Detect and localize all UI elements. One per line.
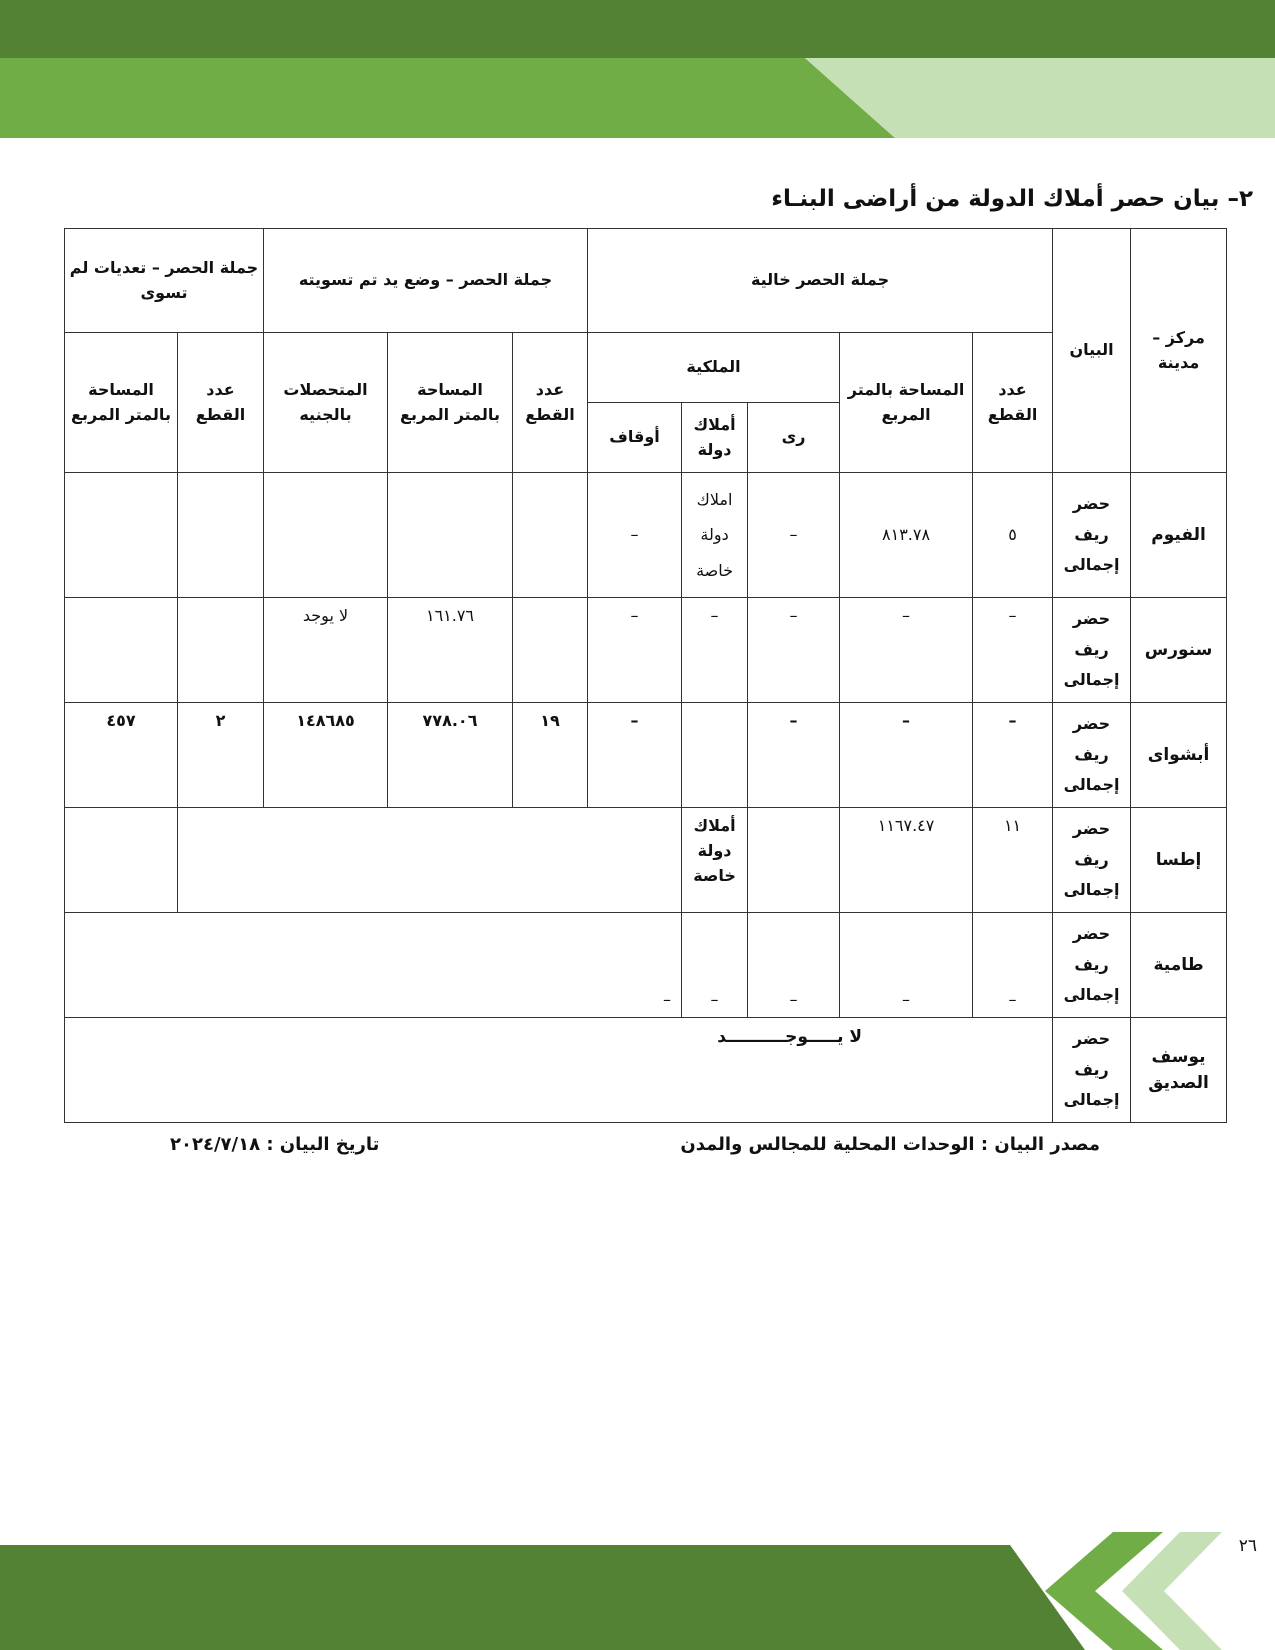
table-row <box>65 598 1227 703</box>
merged-empty-cell <box>178 808 682 913</box>
header-group-vacant: جملة الحصر خالية <box>588 229 1053 333</box>
count-cell: – <box>973 703 1053 808</box>
header-own-awqaf: أوقاف <box>588 403 682 473</box>
header-ownership: الملكية <box>588 333 840 403</box>
unsettled-count-cell <box>178 598 264 703</box>
bayan-cell <box>1053 703 1131 808</box>
bayan-urban: حضر <box>1072 494 1111 514</box>
bayan-total: إجمالى <box>1063 1090 1120 1110</box>
state-line: املاك <box>696 490 733 510</box>
bayan-urban: حضر <box>1072 819 1111 839</box>
bayan-rural: ريف <box>1074 744 1109 764</box>
settled-count-cell <box>513 598 588 703</box>
bayan-rural: ريف <box>1074 639 1109 659</box>
settled-count-cell <box>513 473 588 598</box>
bayan-urban: حضر <box>1072 714 1111 734</box>
area-cell: – <box>840 598 973 703</box>
bayan-total: إجمالى <box>1063 985 1120 1005</box>
none-available-cell: لا يـــــوجــــــــــد <box>65 1018 1053 1123</box>
data-date: تاريخ البيان : ٢٠٢٤/٧/١٨ <box>170 1134 380 1155</box>
state-property-table <box>64 228 1227 1123</box>
header-group-unsettled: جملة الحصر – تعديات لم تسوى <box>65 229 264 333</box>
state-cell: أملاك دولة خاصة <box>682 808 748 913</box>
count-cell: ٥ <box>973 473 1053 598</box>
bayan-urban: حضر <box>1072 924 1111 944</box>
table-row <box>65 1018 1227 1123</box>
unsettled-area-cell <box>65 598 178 703</box>
city-name: طامية <box>1131 913 1227 1018</box>
unsettled-area-cell <box>65 473 178 598</box>
header-count-pieces-settled: عدد القطع <box>513 333 588 473</box>
header-area-sqm-unsettled: المساحة بالمتر المربع <box>65 333 178 473</box>
header-group-settled: جملة الحصر – وضع يد تم تسويته <box>264 229 588 333</box>
header-area-sqm-settled: المساحة بالمتر المربع <box>388 333 513 473</box>
area-cell: ١١٦٧.٤٧ <box>840 808 973 913</box>
table-row <box>65 808 1227 913</box>
header-own-irrigation: رى <box>748 403 840 473</box>
bayan-rural: ريف <box>1074 849 1109 869</box>
irrigation-cell: – <box>748 703 840 808</box>
settled-count-cell: ١٩ <box>513 703 588 808</box>
page-number: ٢٦ <box>1238 1536 1257 1556</box>
bayan-rural: ريف <box>1074 524 1109 544</box>
bayan-total: إجمالى <box>1063 555 1120 575</box>
settled-collections-cell: ١٤٨٦٨٥ <box>264 703 388 808</box>
bayan-cell <box>1053 598 1131 703</box>
header-own-state: أملاك دولة <box>682 403 748 473</box>
count-cell: ١١ <box>973 808 1053 913</box>
state-line: دولة <box>700 525 729 545</box>
unsettled-count-cell: ٢ <box>178 703 264 808</box>
header-bayan: البيان <box>1053 229 1131 473</box>
chevron-left-icon <box>1122 1532 1222 1650</box>
unsettled-area-cell: ٤٥٧ <box>65 703 178 808</box>
area-cell: – <box>840 703 973 808</box>
unsettled-area-cell <box>65 808 178 913</box>
bayan-cell <box>1053 913 1131 1018</box>
bayan-urban: حضر <box>1072 609 1111 629</box>
area-cell: – <box>840 913 973 1018</box>
irrigation-cell: – <box>748 598 840 703</box>
awqaf-cell: – <box>588 473 682 598</box>
bayan-rural: ريف <box>1074 1059 1109 1079</box>
bayan-total: إجمالى <box>1063 880 1120 900</box>
irrigation-cell: – <box>748 473 840 598</box>
state-cell <box>682 473 748 598</box>
settled-area-cell: ٧٧٨.٠٦ <box>388 703 513 808</box>
bayan-total: إجمالى <box>1063 775 1120 795</box>
header-band-dark <box>0 0 1275 58</box>
awqaf-cell: – <box>65 913 682 1018</box>
city-name: سنورس <box>1131 598 1227 703</box>
bayan-cell <box>1053 808 1131 913</box>
state-cell: – <box>682 598 748 703</box>
awqaf-cell: – <box>588 703 682 808</box>
state-cell <box>682 703 748 808</box>
city-name: إطسا <box>1131 808 1227 913</box>
unsettled-count-cell <box>178 473 264 598</box>
awqaf-cell: – <box>588 598 682 703</box>
bayan-cell <box>1053 1018 1131 1123</box>
bayan-total: إجمالى <box>1063 670 1120 690</box>
city-name: أبشواى <box>1131 703 1227 808</box>
table-row <box>65 473 1227 598</box>
section-title: ٢– بيان حصر أملاك الدولة من أراضى البنـاء <box>771 186 1253 212</box>
state-line: خاصة <box>696 560 734 580</box>
settled-area-cell <box>388 473 513 598</box>
bayan-rural: ريف <box>1074 954 1109 974</box>
bayan-cell <box>1053 473 1131 598</box>
settled-collections-cell <box>264 473 388 598</box>
city-name: الفيوم <box>1131 473 1227 598</box>
table-row <box>65 913 1227 1018</box>
settled-area-cell: ١٦١.٧٦ <box>388 598 513 703</box>
header-markaz: مركز – مدينة <box>1131 229 1227 473</box>
header-area-sqm: المساحة بالمتر المربع <box>840 333 973 473</box>
header-collections: المتحصلات بالجنيه <box>264 333 388 473</box>
irrigation-cell: – <box>748 913 840 1018</box>
bayan-urban: حضر <box>1072 1029 1111 1049</box>
city-name: يوسف الصديق <box>1131 1018 1227 1123</box>
table-row <box>65 703 1227 808</box>
data-source: مصدر البيان : الوحدات المحلية للمجالس والمدن <box>680 1134 1100 1155</box>
area-cell: ٨١٣.٧٨ <box>840 473 973 598</box>
header-count-pieces-unsettled: عدد القطع <box>178 333 264 473</box>
state-cell: – <box>682 913 748 1018</box>
count-cell: – <box>973 598 1053 703</box>
header-count-pieces: عدد القطع <box>973 333 1053 473</box>
irrigation-cell <box>748 808 840 913</box>
settled-collections-cell: لا يوجد <box>264 598 388 703</box>
count-cell: – <box>973 913 1053 1018</box>
